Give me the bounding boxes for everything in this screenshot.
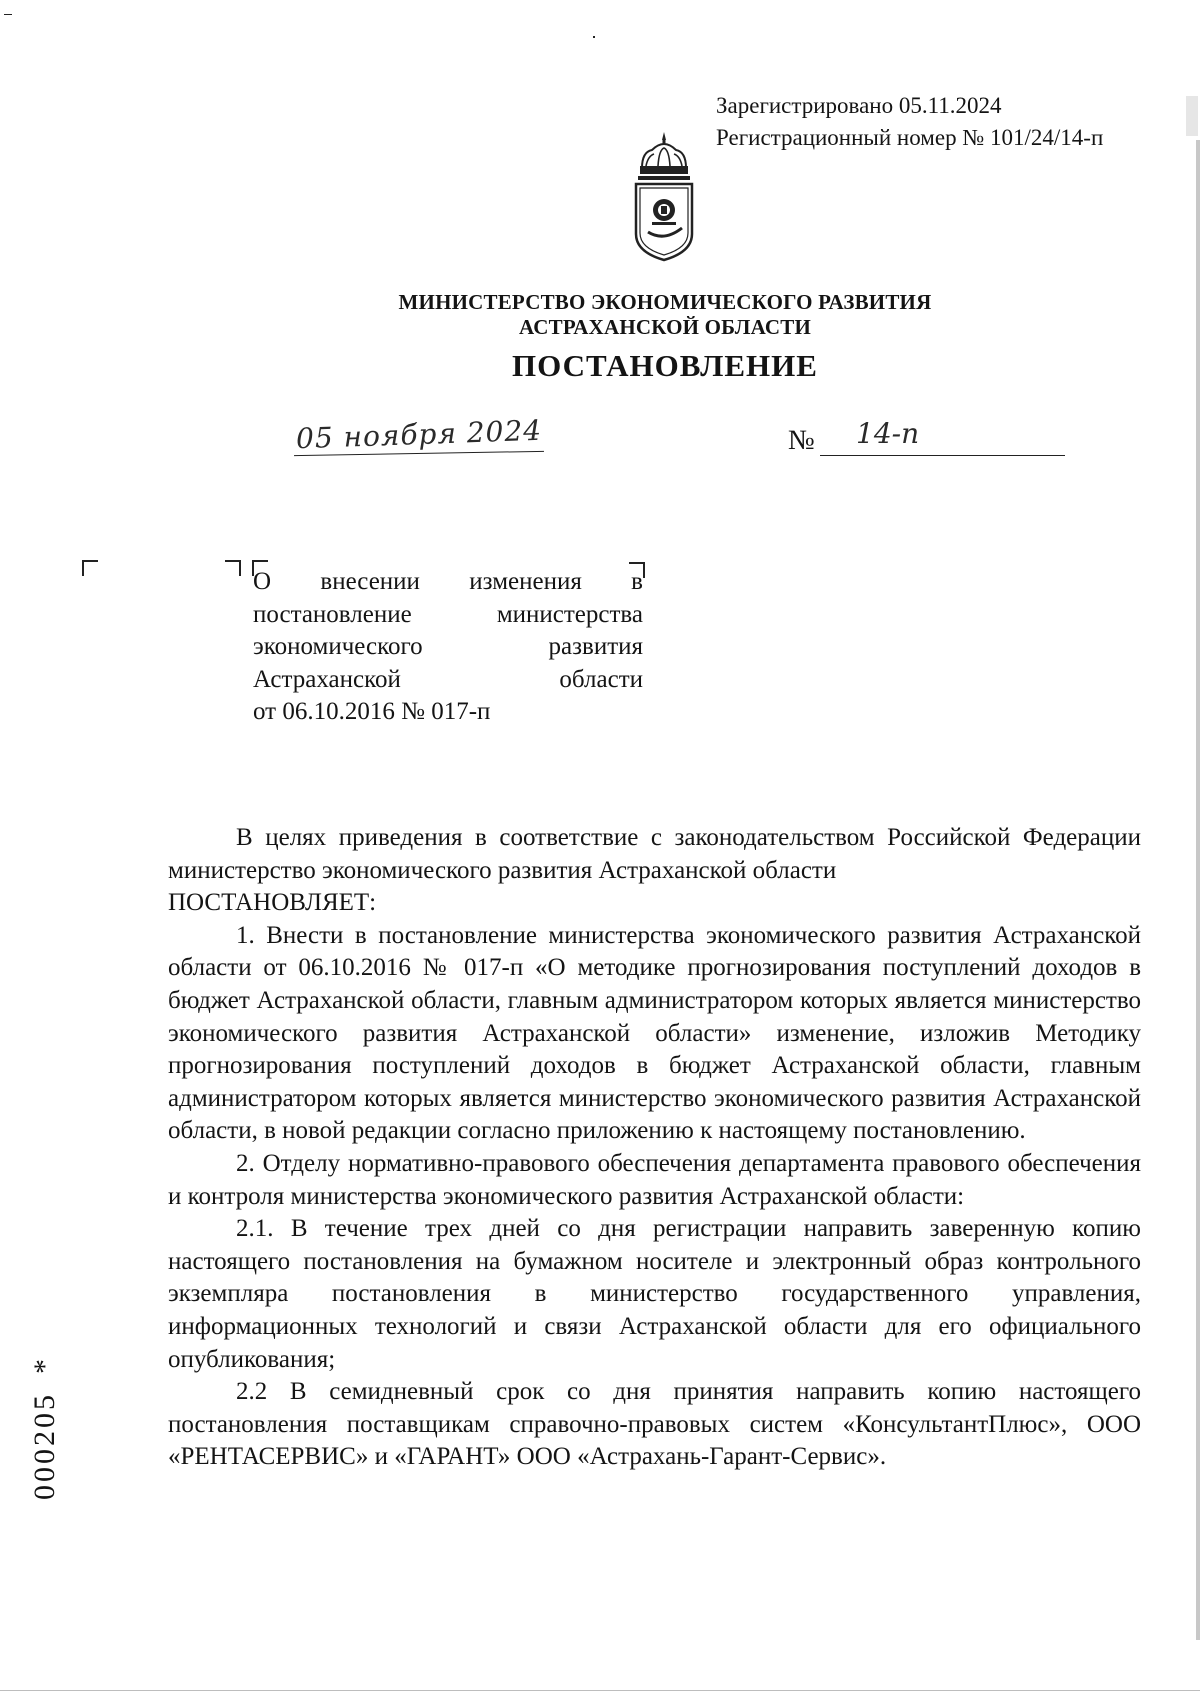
clause-1-paragraph: 1. Внести в постановление министерства экономического развития Астраханской области от 06.10.2016 № 017-п «О методике прогнозирования поступлений доходов в бюджет Астраханской области, главным администратором которых является министерство экономического развития Астраханской области» изменение, изложив Методику прогнозирования поступлений доходов в бюджет Астраханской области, главным администратором которых является министерство экономического развития Астраханской области, в новой редакции согласно приложению к настоящему постановлению. (168, 921, 1141, 1145)
scan-speck (593, 36, 595, 38)
ministry-name-line2: АСТРАХАНСКОЙ ОБЛАСТИ (518, 315, 812, 339)
ministry-name (330, 290, 1000, 340)
clause-2-2-paragraph: 2.2 В семидневный срок со дня принятия направить копию настоящего постановления поставщикам справочно-правовых систем «КонсультантПлюс», ООО «РЕНТАСЕРВИС» и «ГАРАНТ» ООО «Астрахань-Гарант-Сервис». (168, 1378, 1141, 1471)
document-body (168, 822, 1141, 1474)
subject-line: постановление министерства (253, 600, 643, 628)
subject-line: О внесении изменения в (253, 568, 643, 595)
scan-edge-shadow (1196, 140, 1200, 1640)
document-subject (253, 566, 643, 729)
scan-edge-shadow (1186, 96, 1198, 136)
serial-number: 000205 (28, 1392, 61, 1500)
subject-line: от 06.10.2016 № 017-п (253, 698, 491, 725)
subject-line: Астраханской области (253, 665, 643, 693)
scan-edge-shadow (0, 1690, 1200, 1691)
corner-mark (225, 560, 241, 576)
handwritten-date: 05 ноября 2024 (295, 413, 543, 456)
ministry-name-line1: МИНИСТЕРСТВО ЭКОНОМИЧЕСКОГО РАЗВИТИЯ (398, 290, 932, 314)
number-underline (820, 455, 1065, 456)
astrakhan-coat-of-arms-icon (628, 130, 700, 266)
corner-mark (82, 560, 98, 576)
number-label: № (788, 425, 815, 456)
document-type-title: ПОСТАНОВЛЕНИЕ (512, 348, 818, 383)
registration-block (716, 90, 1103, 154)
clause-2-1-paragraph: 2.1. В течение трех дней со дня регистрации направить заверенную копию настоящего постановления на бумажном носителе и электронный образ контрольного экземпляра постановления в министерство государственного управления, информационных технологий и связи Астраханской области для его официального опубликования; (168, 1215, 1141, 1373)
clause-2-paragraph: 2. Отделу нормативно-правового обеспечения департамента правового обеспечения и контроля министерства экономического развития Астраханской области: (168, 1149, 1141, 1210)
preamble-paragraph: В целях приведения в соответствие с законодательством Российской Федерации министерство экономического развития Астраханской области (168, 824, 1141, 884)
resolves-heading: ПОСТАНОВЛЯЕТ: (168, 889, 377, 917)
registration-date: Зарегистрировано 05.11.2024 (716, 93, 1002, 118)
margin-serial-stamp (28, 1356, 62, 1500)
star-mark: * (28, 1356, 61, 1374)
subject-line: экономического развития (253, 633, 643, 660)
registration-number: Регистрационный номер № 101/24/14-п (716, 125, 1104, 150)
scan-speck (4, 14, 12, 15)
handwritten-number: 14-п (856, 417, 920, 450)
